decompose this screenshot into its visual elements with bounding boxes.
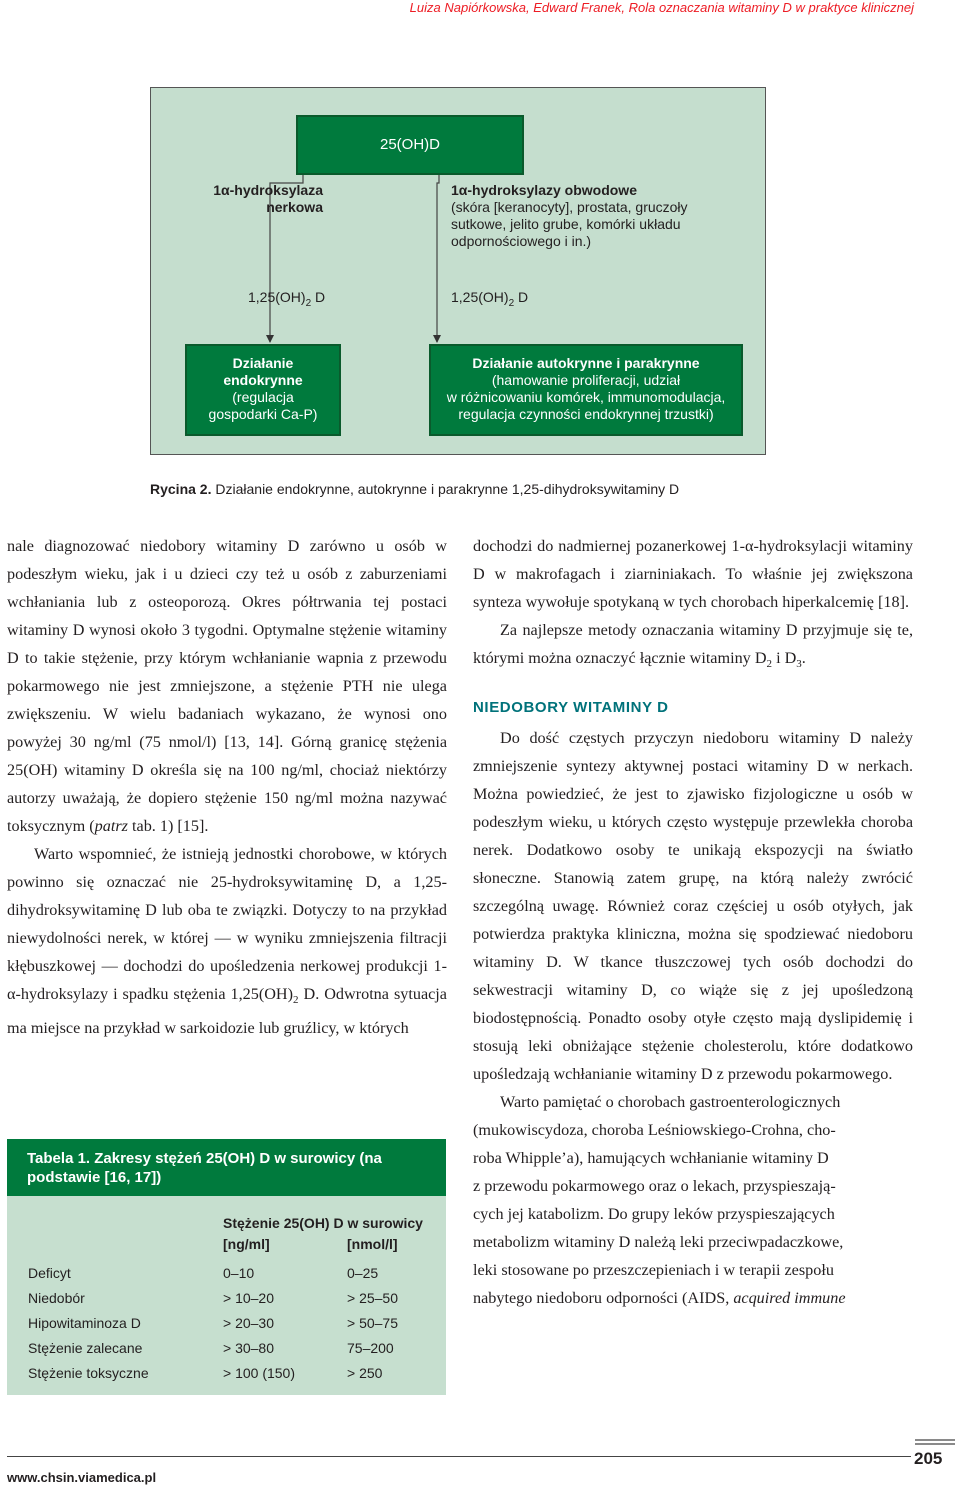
right-p4-last: nabytego niedoboru odporności (AIDS, <box>473 1289 734 1308</box>
table-cell-nmol: 0–25 <box>347 1265 379 1281</box>
table-group-header: Stężenie 25(OH) D w surowicy <box>223 1215 423 1231</box>
right-product-sub: 2 <box>508 297 515 309</box>
left-product-text: 1,25(OH) <box>248 289 306 305</box>
left-p1-end: tab. 1) [15]. <box>127 817 209 835</box>
right-p4-line: roba Whipple’a), hamujących wchłanianie witaminy D <box>473 1149 829 1168</box>
left-p1-italic: patrz <box>94 817 128 835</box>
left-action-title: endokrynne <box>223 372 303 388</box>
right-paragraph-3: Do dość częstych przyczyn niedoboru witaminy D należy zmniejszenie syntezy aktywnej postaci witaminy D w nerkach. Można powiedzieć, że jest to zjawisko fizjologiczne u osób w podeszłym wieku, u których często występuje przewlekła choroba nerek. Dodatkowo osoby te unikają ekspozycji na światło słoneczne. Stanowią zatem grupę, na którą należy zwrócić szczególną uwagę. Również coraz częściej u osób otyłych, jak potwierdza praktyka kliniczna, można się spodziewać niedoboru witaminy D. W tkance tłuszczowej tych osób dochodzi do sekwestracji witaminy D, co wiąże się z jej upośledzoną biodostępnością. Ponadto osoby otyłe często mają dyslipidemię i stosują leki obniżające stężenie cholesterolu, które dodatkowo upośledzają wchłanianie witaminy D z przewodu pokarmowego. <box>473 729 913 1084</box>
right-column <box>473 532 913 1312</box>
left-action-line: gospodarki Ca-P) <box>208 406 318 422</box>
right-action-box <box>429 344 743 436</box>
right-p4-line: (mukowiscydoza, choroba Leśniowskiego-Crohna, cho- <box>473 1121 836 1140</box>
figure-caption <box>150 481 679 497</box>
left-product-end: D <box>315 289 326 305</box>
left-paragraph-1 <box>7 532 447 840</box>
table-col-ng: [ng/ml] <box>223 1236 270 1252</box>
right-enzyme-line: sutkowe, jelito grube, komórki układu <box>451 216 681 232</box>
right-action-line: (hamowanie proliferacji, udział <box>491 372 681 388</box>
table-cell-ng: 0–10 <box>223 1265 255 1281</box>
table-row-label: Stężenie zalecane <box>28 1340 143 1356</box>
page-number-decoration <box>915 1439 955 1445</box>
right-p4-last-italic: acquired immune <box>733 1289 846 1308</box>
right-p2-text: Za najlepsze metody oznaczania witaminy D przyjmuje się te, którymi można oznaczyć łącznie witaminy D <box>473 621 913 667</box>
left-product-sub: 2 <box>305 297 312 309</box>
right-p2-sub2: 3 <box>796 658 802 671</box>
table-cell-nmol: > 250 <box>347 1365 383 1381</box>
table-cell-ng: > 100 (150) <box>223 1365 295 1381</box>
table-1 <box>7 1139 446 1395</box>
figure-caption-text: Działanie endokrynne, autokrynne i parakrynne 1,25-dihydroksywitaminy D <box>215 481 680 497</box>
left-product <box>248 289 325 312</box>
right-action-line: regulacja czynności endokrynnej trzustki) <box>458 406 714 422</box>
table-cell-ng: > 10–20 <box>223 1290 274 1306</box>
right-paragraph-1: dochodzi do nadmiernej pozanerkowej 1-α-hydroksylacji witaminy D w makrofagach i ziarniniakach. To właśnie jej zwiększona synteza wywołuje spotykaną w tych chorobach hiperkalcemię [18]. <box>473 537 913 611</box>
left-paragraph-2 <box>7 840 447 1042</box>
left-enzyme-line: 1α-hydroksylaza <box>213 182 323 198</box>
right-product-end: D <box>518 289 529 305</box>
right-enzyme-line: odpornościowego i in.) <box>451 233 592 249</box>
left-action-line: (regulacja <box>232 389 294 405</box>
right-product <box>451 289 528 312</box>
right-p4-line: z przewodu pokarmowego oraz o lekach, przyspieszają- <box>473 1177 836 1196</box>
left-p2-end: D. Odwrotna sytuacja ma miejsce na przykład w sarkoidozie lub gruźlicy, w których <box>7 985 447 1038</box>
table-col-nmol: [nmol/l] <box>347 1236 398 1252</box>
right-enzyme-title: 1α-hydroksylazy obwodowe <box>451 182 637 198</box>
table-cell-nmol: > 25–50 <box>347 1290 398 1306</box>
left-enzyme <box>191 182 323 216</box>
right-enzyme-line: (skóra [keranocyty], prostata, gruczoły <box>451 199 688 215</box>
footer-url[interactable]: www.chsin.viamedica.pl <box>7 1470 157 1485</box>
footer-rule <box>7 1456 911 1457</box>
top-box-25ohd <box>296 115 524 175</box>
left-p1-text: nale diagnozować niedobory witaminy D zarówno u osób w podeszłym wieku, jak i u dzieci czy też u osób z zaburzeniami wchłaniania lub z osteoporozą. Okres półtrwania tej postaci witaminy D wynosi około 3 tygodni. Optymalne stężenie witaminy D to takie stężenie, przy którym wchłanianie wapnia z przewodu pokarmowego nie jest zmniejszone, a stężenie PTH nie ulega zwiększeniu. W wielu badaniach wykazano, że wynosi ono powyżej 30 ng/ml (75 nmol/l) [13, 14]. Górną granicę stężenia 25(OH) witaminy D określa się na 100 ng/ml, chociaż niektórzy autorzy uważają, że dopiero stężenie 150 ng/ml można nazywać toksycznym ( <box>7 537 447 835</box>
right-p4-line: Warto pamiętać o chorobach gastroenterologicznych <box>500 1093 841 1112</box>
table-title: Tabela 1. Zakresy stężeń 25(OH) D w surowicy (na podstawie [16, 17]) <box>7 1139 446 1196</box>
right-p2-sub1: 2 <box>766 658 773 671</box>
top-box-label: 25(OH)D <box>379 136 440 153</box>
left-column <box>7 532 447 1042</box>
right-action-title: Działanie autokrynne i parakrynne <box>472 355 700 371</box>
figure-caption-label: Rycina 2. <box>150 481 212 497</box>
table-cell-ng: > 20–30 <box>223 1315 274 1331</box>
left-action-box <box>185 344 341 436</box>
right-p4-line: cych jej katabolizm. Do grupy leków przyspieszających <box>473 1205 835 1224</box>
running-header: Luiza Napiórkowska, Edward Franek, Rola oznaczania witaminy D w praktyce klinicznej <box>409 0 914 15</box>
right-paragraph-2 <box>473 616 913 678</box>
table-row-label: Niedobór <box>28 1290 85 1306</box>
right-product-text: 1,25(OH) <box>451 289 509 305</box>
table-cell-nmol: 75–200 <box>347 1340 394 1356</box>
right-p4-last-line <box>473 1284 913 1312</box>
table-cell-nmol: > 50–75 <box>347 1315 398 1331</box>
left-action-title: Działanie <box>232 355 294 371</box>
right-paragraph-4 <box>473 1088 913 1312</box>
left-p2-text: Warto wspomnieć, że istnieją jednostki chorobowe, w których powinno się oznaczać nie 25-hydroksywitaminę D, a 1,25-dihydroksywitaminę D lub oba te związki. Dotyczy to na przykład niewydolności nerek, w której — w wyniku zmniejszenia filtracji kłębuszkowej — dochodzi do upośledzenia nerkowej produkcji 1-α-hydroksylazy i spadku stężenia 1,25(OH) <box>7 845 447 1003</box>
section-heading: NIEDOBORY WITAMINY D <box>473 699 669 717</box>
arrow-to-right-action <box>437 173 439 342</box>
right-p4-line: leki stosowane po przeszczepieniach i w terapii zespołu <box>473 1261 834 1280</box>
table-row-label: Deficyt <box>28 1265 71 1281</box>
right-p2-end: . <box>801 649 806 667</box>
right-enzyme <box>451 182 751 250</box>
table-cell-ng: > 30–80 <box>223 1340 274 1356</box>
table-row-label: Hipowitaminoza D <box>28 1315 141 1331</box>
right-action-line: w różnicowaniu komórek, immunomodulacja, <box>446 389 726 405</box>
figure-panel <box>150 87 766 455</box>
table-row-label: Stężenie toksyczne <box>28 1365 149 1381</box>
left-enzyme-line: nerkowa <box>266 199 323 215</box>
right-p4-line: metabolizm witaminy D należą leki przeciwpadaczkowe, <box>473 1233 844 1252</box>
right-p2-mid: i D <box>772 649 797 667</box>
left-p2-sub: 2 <box>293 994 299 1007</box>
page-number: 205 <box>914 1449 943 1468</box>
